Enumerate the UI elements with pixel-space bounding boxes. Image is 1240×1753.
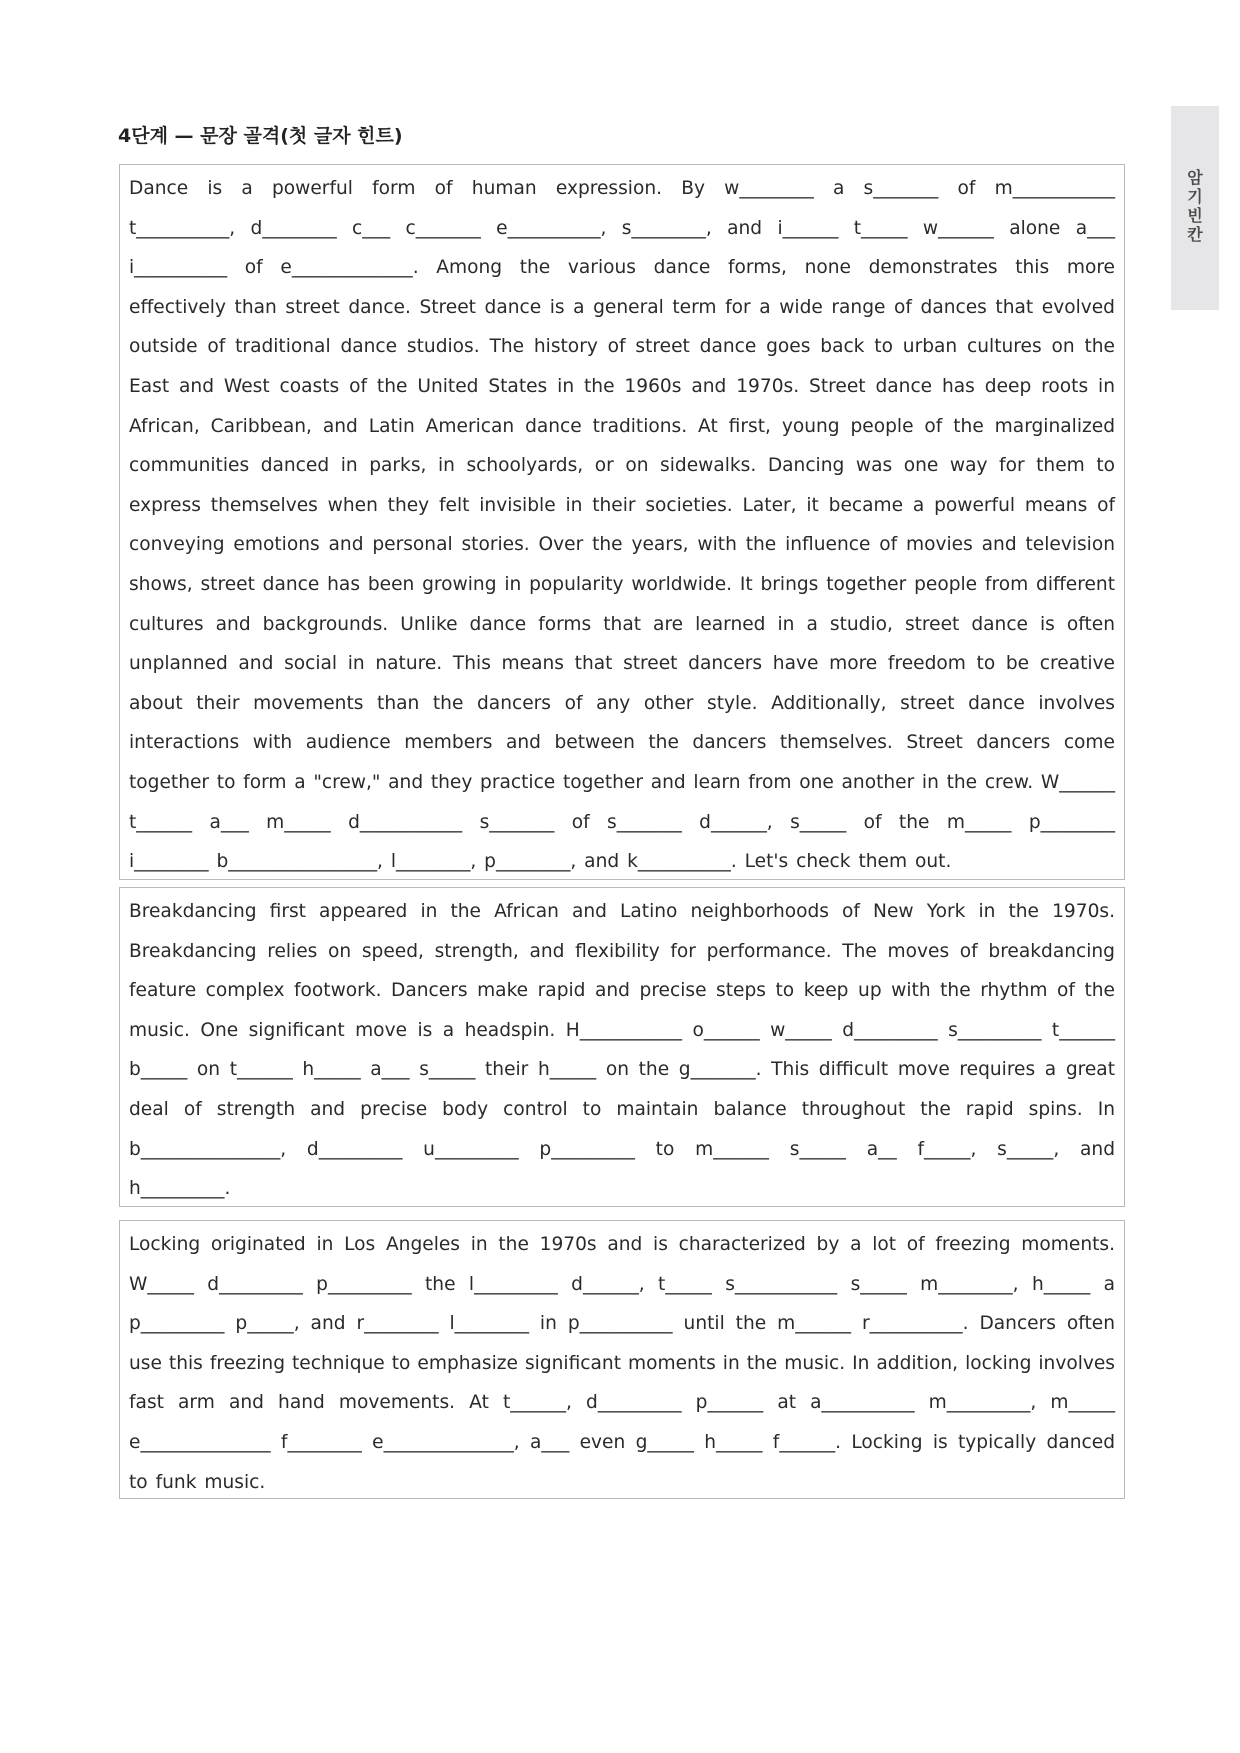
passage-line: fast arm and hand movements. At t______, d_________ p______ at a__________ m_________, m_____ <box>129 1392 1115 1414</box>
passage-line: Dance is a powerful form of human expression. By w________ a s_______ of m___________ <box>129 178 1115 199</box>
passage-line: Breakdancing first appeared in the African and Latino neighborhoods of New York in the 1970s. <box>129 901 1115 922</box>
passage-line: feature complex footwork. Dancers make rapid and precise steps to keep up with the rhythm of the <box>129 980 1115 1002</box>
passage-line: to funk music. <box>129 1471 266 1493</box>
passage-line: African, Caribbean, and Latin American dance traditions. At first, young people of the marginalized <box>129 415 1115 437</box>
page-heading: 4단계 — 문장 골격(첫 글자 힌트) <box>118 125 403 147</box>
passage-line: communities danced in parks, in schoolyards, or on sidewalks. Dancing was one way for them to <box>129 455 1115 477</box>
passage-box-locking <box>119 1220 1125 1499</box>
passage-line: shows, street dance has been growing in popularity worldwide. It brings together people from different <box>129 573 1115 595</box>
passage-line: interactions with audience members and between the dancers themselves. Street dancers come <box>129 732 1115 754</box>
passage-box-breakdancing <box>119 887 1125 1207</box>
passage-line: deal of strength and precise body control to maintain balance throughout the rapid spins. In <box>129 1098 1115 1120</box>
passage-line: music. One significant move is a headspin. H___________ o______ w_____ d_________ s_________ t______ <box>129 1019 1115 1041</box>
side-tab-char: 칸 <box>1187 225 1203 244</box>
passage-line: i__________ of e_____________. Among the various dance forms, none demonstrates this more <box>129 257 1115 279</box>
passage-line: conveying emotions and personal stories. Over the years, with the influence of movies and television <box>129 534 1115 556</box>
passage-line: outside of traditional dance studios. The history of street dance goes back to urban cultures on the <box>129 336 1115 358</box>
passage-line: use this freezing technique to emphasize significant moments in the music. In addition, locking involves <box>129 1352 1115 1374</box>
passage-line: b_____ on t______ h_____ a___ s_____ their h_____ on the g_______. This difficult move requires a great <box>129 1059 1115 1081</box>
passage-line: Breakdancing relies on speed, strength, and flexibility for performance. The moves of breakdancing <box>129 940 1115 962</box>
passage-line: p_________ p_____, and r________ l________ in p__________ until the m______ r__________. Dancers often <box>129 1313 1115 1335</box>
side-tab-char: 빈 <box>1187 206 1203 225</box>
passage-line: b_______________, d_________ u_________ p_________ to m______ s_____ a__ f_____, s_____, and <box>129 1138 1115 1160</box>
passage-line: about their movements than the dancers of any other style. Additionally, street dance involves <box>129 692 1115 714</box>
passage-line: together to form a "crew," and they practice together and learn from one another in the crew. W______ <box>129 771 1115 793</box>
side-tab-char: 기 <box>1187 187 1203 206</box>
side-tab-label <box>1171 168 1219 244</box>
passage-box-street-dance <box>119 164 1125 880</box>
passage-line: Locking originated in Los Angeles in the 1970s and is characterized by a lot of freezing moments. <box>129 1234 1115 1255</box>
side-tab[interactable] <box>1171 106 1219 310</box>
passage-line: effectively than street dance. Street dance is a general term for a wide range of dances that evolved <box>129 296 1115 318</box>
side-tab-char: 암 <box>1187 168 1203 187</box>
passage-line: h_________. <box>129 1178 231 1200</box>
passage-line: express themselves when they felt invisible in their societies. Later, it became a powerful means of <box>129 494 1115 516</box>
passage-line: i________ b________________, l________, p________, and k__________. Let's check them out. <box>129 851 952 873</box>
passage-line: t______ a___ m_____ d___________ s_______ of s_______ d______, s_____ of the m_____ p________ <box>129 811 1115 833</box>
passage-line: unplanned and social in nature. This means that street dancers have more freedom to be creative <box>129 653 1115 675</box>
passage-line: t__________, d________ c___ c_______ e__________, s________, and i______ t_____ w______ alone a___ <box>129 217 1115 239</box>
passage-line: W_____ d_________ p_________ the l_________ d______, t_____ s___________ s_____ m________, h_____ a <box>129 1273 1115 1295</box>
passage-line: East and West coasts of the United States in the 1960s and 1970s. Street dance has deep roots in <box>129 375 1115 397</box>
passage-line: cultures and backgrounds. Unlike dance forms that are learned in a studio, street dance is often <box>129 613 1115 635</box>
passage-line: e______________ f________ e______________, a___ even g_____ h_____ f______. Locking is typically danced <box>129 1431 1115 1453</box>
